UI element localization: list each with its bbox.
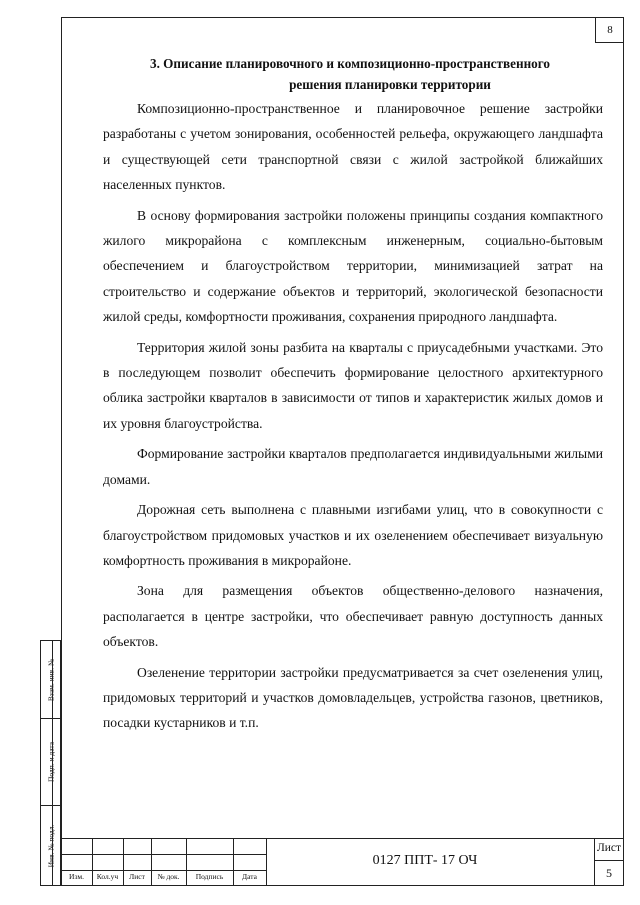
paragraph: Композиционно-пространственное и планировочное решение застройки разработаны с учетом зонирования, особенностей рельефа, окружающего ландшафта и существующей сети транспортной связи с жилой застройкой ближайших населенных пунктов. (103, 101, 603, 193)
sheet-number: 5 (606, 866, 612, 880)
page-corner-number: 8 (595, 17, 624, 43)
side-stamp-inv-orig: Инв. № подл. (46, 824, 55, 867)
section-heading-line-2: решения планировки территории (289, 77, 491, 92)
title-block-col-data: Дата (242, 872, 257, 881)
sheet-label: Лист (596, 842, 622, 854)
paragraph: Зона для размещения объектов общественно-делового назначения, располагается в центре застройки, что обеспечивает равную доступность данных объектов. (103, 583, 603, 650)
paragraph: Озеленение территории застройки предусматривается за счет озеленения улиц, придомовых территорий и участков домовладельцев, устройства газонов, цветников, посадки кустарников и т.п. (103, 664, 603, 731)
paragraph: Дорожная сеть выполнена с плавными изгибами улиц, что в совокупности с благоустройством придомовых участков и их озеленением обеспечивает визуальную комфортность проживания в микрорайоне. (103, 502, 603, 568)
section-heading (100, 53, 600, 95)
section-heading-line-1: 3. Описание планировочного и композиционно-пространственного (149, 56, 551, 71)
body-text (103, 96, 603, 741)
paragraph: Формирование застройки кварталов предполагается индивидуальными жилыми домами. (103, 446, 603, 487)
title-block-col-list: Лист (129, 872, 145, 881)
title-block-col-podpis: Подпись (195, 872, 224, 881)
document-code: 0127 ППТ- 17 ОЧ (372, 853, 478, 868)
side-stamp-sign-date: Подп. и дата (41, 719, 60, 806)
paragraph: Территория жилой зоны разбита на кварталы с приусадебными участками. Это в последующем позволит обеспечить формирование целостного архитектурного облика застройки кварталов в зависимости от типов и характеристик жилых домов и их уровня благоустройства. (103, 339, 603, 431)
side-stamp-inv-replace: Взам. инв. № (41, 641, 60, 719)
title-block-col-izm: Изм. (69, 872, 84, 881)
title-block-col-ndok: № док. (157, 872, 180, 881)
paragraph: В основу формирования застройки положены принципы создания компактного жилого микрорайона с комплексным инженерным, социально-бытовым обеспечением и благоустройством территории, минимизацией затрат на строительство и содержание объектов и территорий, экологической безопасности жилой среды, комфортности проживания, сохранения природного ландшафта. (103, 207, 603, 325)
title-block-col-koluch: Кол.уч (96, 872, 119, 881)
